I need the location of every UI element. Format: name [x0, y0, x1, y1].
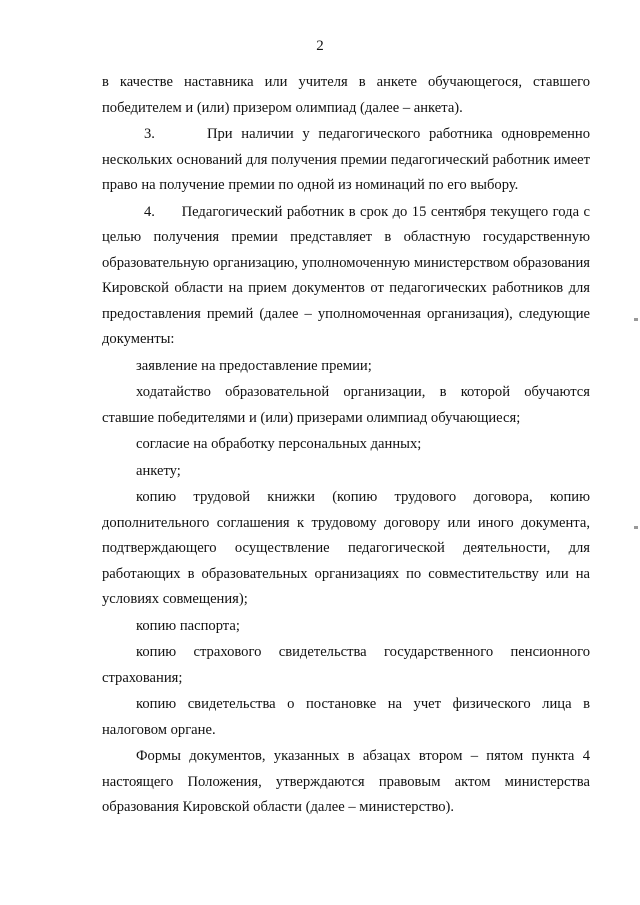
paragraph-anketa-continuation: в качестве наставника или учителя в анкете обучающегося, ставшего победителем и (или) призером олимпиад (далее – анкета). — [102, 74, 590, 116]
paragraph-document-forms: Формы документов, указанных в абзацах втором – пятом пункта 4 настоящего Положения, утверждаются правовым актом министерства образования Кировской области (далее – министерство). — [102, 748, 590, 815]
list-item-questionnaire: анкету; — [136, 462, 181, 479]
list-item-insurance-certificate: копию страхового свидетельства государственного пенсионного страхования; — [102, 644, 590, 686]
document-body — [102, 70, 590, 822]
list-item-petition: ходатайство образовательной организации, в которой обучаются ставшие победителями и (или) призерами олимпиад обучающиеся; — [102, 384, 590, 426]
list-item-tax-registration: копию свидетельства о постановке на учет физического лица в налоговом органе. — [102, 696, 590, 738]
list-item-passport: копию паспорта; — [136, 617, 240, 634]
list-item-application: заявление на предоставление премии; — [136, 357, 372, 374]
scan-edge-mark — [634, 318, 638, 321]
list-item-consent: согласие на обработку персональных данных; — [136, 436, 422, 452]
paragraph-item-4: 4. Педагогический работник в срок до 15 сентября текущего года с целью получения премии представляет в областную государственную образовательную организацию, уполномоченную министерством образования Кировской области на прием документов от педагогических работников для предоставления премий (далее – уполномоченная организация), следующие документы: — [102, 203, 590, 347]
list-item-employment-record: копию трудовой книжки (копию трудового договора, копию дополнительного соглашения к трудовому договору или иного документа, подтверждающего осуществление педагогической деятельности, для работающих в образовательных организациях по совместительству или на условиях совмещения); — [102, 489, 590, 607]
page-number: 2 — [316, 38, 324, 54]
paragraph-item-3: 3. При наличии у педагогического работника одновременно нескольких оснований для получения премии педагогический работник имеет право на получение премии по одной из номинаций по его выбору. — [102, 126, 590, 193]
scan-edge-mark — [634, 526, 638, 529]
